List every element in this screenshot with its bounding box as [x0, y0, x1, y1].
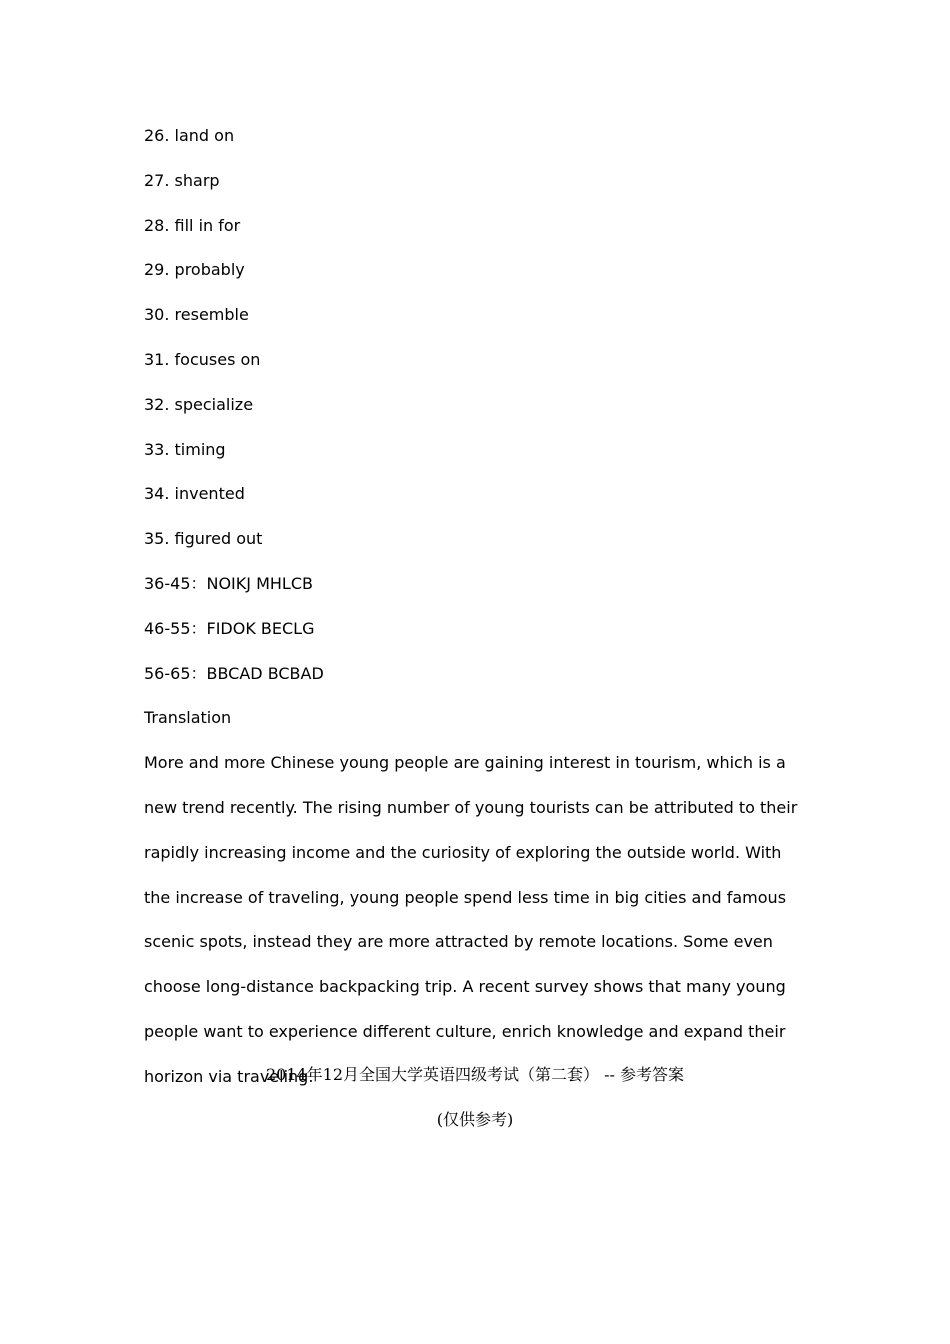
footer-note: (仅供参考)	[436, 1110, 514, 1129]
answer-line-30: 30. resemble	[144, 305, 249, 325]
answer-line-29: 29. probably	[144, 260, 245, 280]
answer-line-33: 33. timing	[144, 439, 226, 459]
document-body	[144, 120, 810, 1116]
answer-line-26: 26. land on	[144, 126, 235, 145]
answer-line-36-45: 36-45：NOIKJ MHLCB	[144, 573, 313, 593]
answer-line-27: 27. sharp	[144, 170, 220, 190]
translation-heading: Translation	[144, 708, 232, 728]
answer-line-35: 35. figured out	[144, 529, 263, 549]
answer-line-56-65: 56-65：BBCAD BCBAD	[144, 663, 324, 683]
answer-line-32: 32. specialize	[144, 394, 254, 414]
footer-title: 2014年12月全国大学英语四级考试（第二套） -- 参考答案	[265, 1065, 685, 1084]
answer-line-46-55: 46-55：FIDOK BECLG	[144, 618, 315, 638]
answer-line-31: 31. focuses on	[144, 349, 261, 369]
answer-line-34: 34. invented	[144, 484, 245, 504]
answer-line-28: 28. fill in for	[144, 215, 241, 235]
translation-paragraph: More and more Chinese young people are gaining interest in tourism, which is a new trend recently. The rising number of young tourists can be attributed to their rapidly increasing income and the curiosity of exploring the outside world. With the increase of traveling, young people spend less time in big cities and famous scenic spots, instead they are more attracted by remote locations. Some even choose long-distance backpacking trip. A recent survey shows that many young people want to experience different culture, enrich knowledge and expand their horizon via traveling.	[144, 753, 798, 1086]
